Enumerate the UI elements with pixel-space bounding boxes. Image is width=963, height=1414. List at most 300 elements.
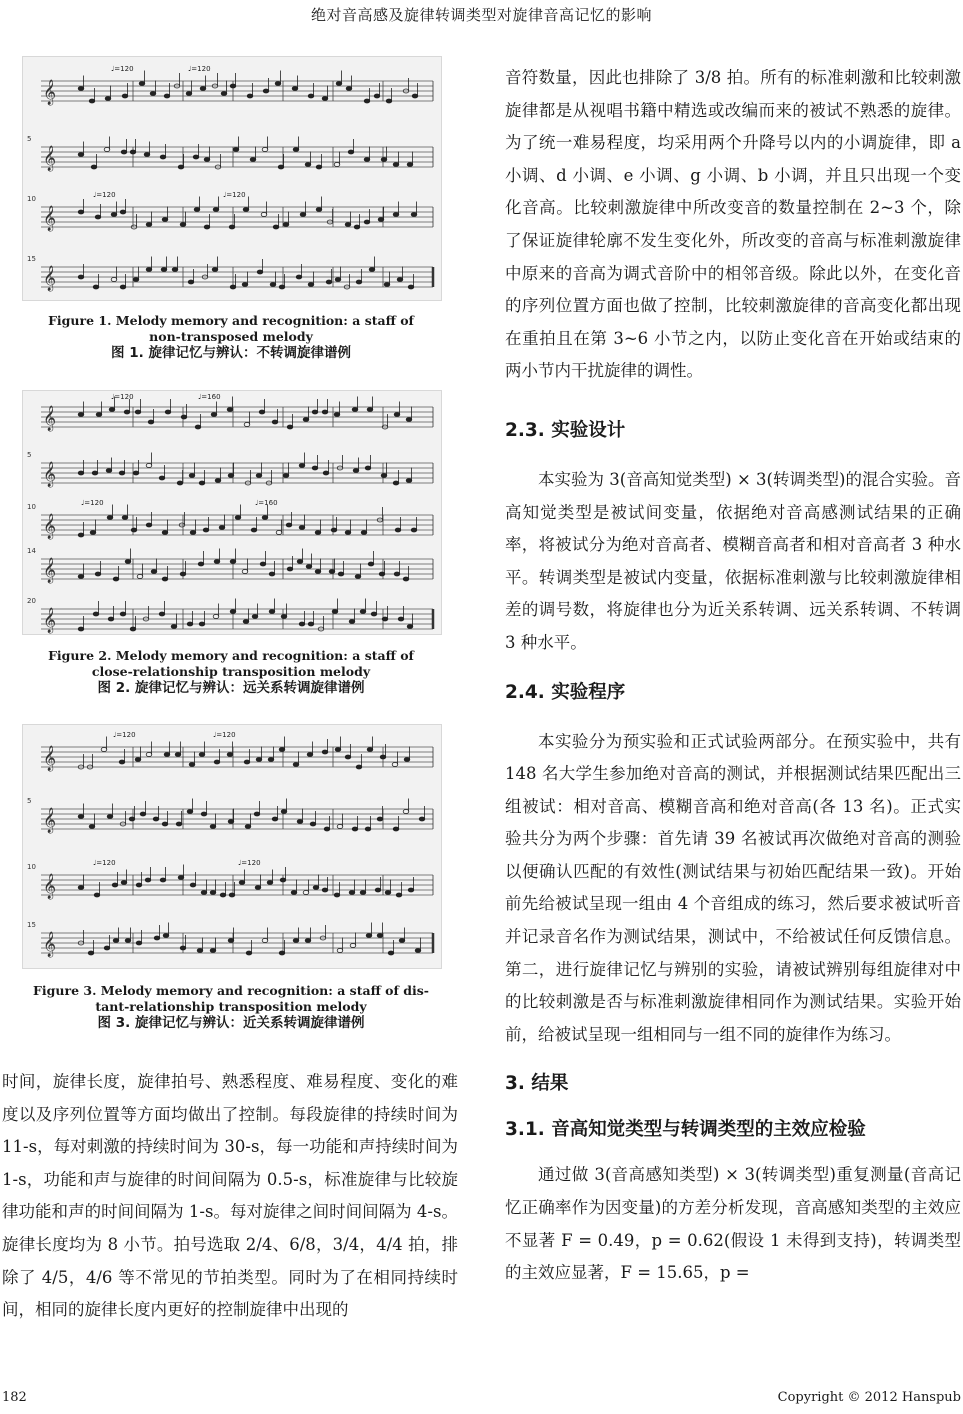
note-head <box>254 812 260 816</box>
section-heading-3: 3. 结果 <box>505 1073 569 1095</box>
note-head <box>214 560 220 564</box>
note-head <box>408 285 414 289</box>
note-head <box>361 531 367 535</box>
note-head <box>375 888 381 892</box>
note-head <box>406 418 412 422</box>
note-head <box>193 155 199 159</box>
note-head <box>124 410 130 414</box>
note-head <box>108 617 114 621</box>
note-head <box>210 949 216 953</box>
note-head <box>212 268 218 272</box>
note-head <box>262 148 268 152</box>
note-head <box>131 528 137 532</box>
note-head <box>412 94 418 98</box>
note-head <box>146 523 152 527</box>
note-head <box>305 163 311 167</box>
tempo-mark: ♩=120 <box>81 499 104 507</box>
measure-number: 10 <box>27 195 36 203</box>
note-head <box>392 763 398 767</box>
note-head <box>146 223 152 227</box>
note-head <box>279 748 285 752</box>
note-head <box>366 934 372 938</box>
note-head <box>280 878 286 882</box>
note-head <box>256 474 262 478</box>
note-head <box>88 951 94 955</box>
note-head <box>235 516 241 520</box>
note-head <box>273 225 279 229</box>
note-head <box>272 817 278 821</box>
note-head <box>316 165 322 169</box>
note-head <box>407 163 413 167</box>
note-head <box>106 469 112 473</box>
note-head <box>396 893 402 897</box>
note-head <box>368 562 374 566</box>
treble-clef-icon: 𝄞 <box>43 558 57 583</box>
note-head <box>281 615 287 619</box>
measure-number: 14 <box>27 547 36 555</box>
section-heading-3-1: 3.1. 音高知觉类型与转调类型的主效应检验 <box>505 1119 866 1141</box>
note-head <box>312 466 318 470</box>
copyright: Copyright © 2012 Hanspub <box>777 1390 961 1405</box>
note-head <box>211 413 217 417</box>
note-head <box>210 825 216 829</box>
section-heading-2-3: 2.3. 实验设计 <box>505 419 626 441</box>
note-head <box>312 410 318 414</box>
note-head <box>78 471 84 475</box>
note-head <box>136 941 142 945</box>
note-head <box>352 408 358 412</box>
note-head <box>145 878 151 882</box>
note-head <box>164 94 170 98</box>
note-head <box>180 946 186 950</box>
note-head <box>111 278 117 282</box>
note-head <box>349 891 355 895</box>
note-head <box>120 612 126 616</box>
note-head <box>313 886 319 890</box>
note-head <box>315 531 321 535</box>
note-head <box>377 817 383 821</box>
note-head <box>201 812 207 816</box>
tempo-mark: ♩=160 <box>198 393 221 401</box>
note-head <box>113 939 119 943</box>
note-head <box>221 92 227 96</box>
note-head <box>163 934 169 938</box>
note-head <box>353 469 359 473</box>
note-head <box>198 562 204 566</box>
note-head <box>393 163 399 167</box>
figure-3-score <box>22 724 442 969</box>
note-head <box>228 939 234 943</box>
note-head <box>227 408 233 412</box>
note-head <box>119 471 125 475</box>
note-head <box>242 570 248 574</box>
note-head <box>227 753 233 757</box>
note-head <box>262 516 268 520</box>
note-head <box>246 951 252 955</box>
figure-2-caption-en-line1: Figure 2. Melody memory and recognition: a staff of <box>48 648 414 663</box>
note-head <box>90 531 96 535</box>
note-head <box>165 410 171 414</box>
note-head <box>381 158 387 162</box>
note-head <box>293 763 299 767</box>
measure-number: 10 <box>27 863 36 871</box>
note-head <box>393 213 399 217</box>
note-head <box>146 464 152 468</box>
right-paragraph-2: 本实验为 3(音高知觉类型) × 3(转调类型)的混合实验。音高知觉类型是被试间变量，依据绝对音高感测试结果的正确率，将被试分为绝对音高者、模糊音高者和相对音高者 3 种水平。转调类型是被试内变量，依据标准刺激与比较刺激旋律相差的调号数，将旋律也分为近关系转调、远关系转调、不转调 3 种水平。 <box>505 469 961 652</box>
note-head <box>385 891 391 895</box>
note-head <box>355 575 361 579</box>
note-head <box>360 891 366 895</box>
note-head <box>144 153 150 157</box>
note-head <box>354 225 360 229</box>
treble-clef-icon: 𝄞 <box>43 746 57 771</box>
note-head <box>297 820 303 824</box>
tempo-mark: ♩=120 <box>213 731 236 739</box>
note-head <box>242 283 248 287</box>
note-head <box>78 533 84 537</box>
note-head <box>180 223 186 227</box>
note-head <box>394 572 400 576</box>
note-head <box>162 577 168 581</box>
note-head <box>334 893 340 897</box>
note-head <box>181 415 187 419</box>
section-heading-2-4: 2.4. 实验程序 <box>505 681 626 703</box>
note-head <box>338 572 344 576</box>
note-head <box>269 610 275 614</box>
right-paragraph-1: 音符数量，因此也排除了 3/8 拍。所有的标准刺激和比较刺激旋律都是从视唱书籍中精选或改编而来的被试不熟悉的旋律。为了统一难易程度，均采用两个升降号以内的小调旋律，即 a 小调、d 小调、e 小调、g 小调、b 小调，并且只出现一个变化音高。比较刺激旋律中所改变音的数量控制在 2~3 个，除了保证旋律轮廓不发生变化外，所改变的音高与标准刺激旋律中原来的音高为调式音阶中的相邻音级。除此以外，在变化音的序列位置方面也做了控制，比较刺激旋律的音高变化都出现在重拍且在第 3~6 小节之内，以防止变化音在开始或结束的两小节内干扰旋律的调性。 <box>505 68 961 381</box>
note-head <box>204 158 210 162</box>
note-head <box>78 886 84 890</box>
note-head <box>411 213 417 217</box>
note-head <box>299 526 305 530</box>
note-head <box>121 881 127 885</box>
note-head <box>121 150 127 154</box>
note-head <box>78 275 84 279</box>
note-head <box>259 410 265 414</box>
note-head <box>346 87 352 91</box>
figure-1-caption <box>22 313 440 361</box>
note-head <box>296 275 302 279</box>
note-head <box>195 425 201 429</box>
note-head <box>252 615 258 619</box>
note-head <box>171 625 177 629</box>
note-head <box>388 951 394 955</box>
note-head <box>287 567 293 571</box>
note-head <box>406 479 412 483</box>
note-head <box>322 97 328 101</box>
figure-2-caption-en-line2: close-relationship transposition melody <box>91 664 371 679</box>
note-head <box>122 516 128 520</box>
note-head <box>268 758 274 762</box>
note-head <box>386 99 392 103</box>
tempo-mark: ♩=120 <box>93 191 116 199</box>
note-head <box>335 748 341 752</box>
note-head <box>260 562 266 566</box>
note-head <box>394 413 400 417</box>
note-head <box>200 87 206 91</box>
note-head <box>322 888 328 892</box>
note-head <box>369 268 375 272</box>
note-head <box>215 479 221 483</box>
treble-clef-icon: 𝄞 <box>43 808 57 833</box>
note-head <box>175 753 181 757</box>
figure-3-caption-zh: 图 3. 旋律记忆与辨认：近关系转调旋律谱例 <box>97 1015 365 1031</box>
note-head <box>177 481 183 485</box>
note-head <box>96 413 102 417</box>
note-head <box>228 820 234 824</box>
note-head <box>251 528 257 532</box>
note-head <box>305 939 311 943</box>
note-head <box>262 939 268 943</box>
note-head <box>283 474 289 478</box>
note-head <box>135 758 141 762</box>
figure-3-caption <box>22 983 440 1031</box>
note-head <box>161 268 167 272</box>
note-head <box>190 531 196 535</box>
measure-number: 20 <box>27 597 36 605</box>
note-head <box>348 150 354 154</box>
treble-clef-icon: 𝄞 <box>43 462 57 487</box>
note-head <box>104 946 110 950</box>
treble-clef-icon: 𝄞 <box>43 932 57 957</box>
treble-clef-icon: 𝄞 <box>43 80 57 105</box>
note-head <box>214 760 220 764</box>
note-head <box>178 165 184 169</box>
note-head <box>374 94 380 98</box>
note-head <box>78 87 84 91</box>
tempo-mark: ♩=120 <box>188 65 211 73</box>
left-column <box>2 1066 458 1327</box>
note-head <box>199 622 205 626</box>
note-head <box>189 763 195 767</box>
figure-1-caption-zh: 图 1. 旋律记忆与辨认：不转调旋律谱例 <box>111 345 351 361</box>
note-head <box>303 418 309 422</box>
note-head <box>287 425 293 429</box>
note-head <box>263 89 269 93</box>
figure-2-score <box>22 390 442 635</box>
note-head <box>228 474 234 478</box>
note-head <box>133 278 139 282</box>
note-head <box>187 622 193 626</box>
note-head <box>109 408 115 412</box>
note-head <box>297 560 303 564</box>
note-head <box>335 278 341 282</box>
note-head <box>336 82 342 86</box>
treble-clef-icon: 𝄞 <box>43 608 57 633</box>
tempo-mark: ♩=120 <box>223 191 246 199</box>
note-head <box>324 827 330 831</box>
note-head <box>146 268 152 272</box>
note-head <box>308 283 314 287</box>
note-head <box>270 283 276 287</box>
note-head <box>367 408 373 412</box>
note-head <box>199 481 205 485</box>
note-head <box>403 577 409 581</box>
note-head <box>146 753 152 757</box>
treble-clef-icon: 𝄞 <box>43 406 57 431</box>
note-head <box>91 165 97 169</box>
treble-clef-icon: 𝄞 <box>43 266 57 291</box>
note-head <box>160 155 166 159</box>
note-head <box>78 575 84 579</box>
note-head <box>89 825 95 829</box>
note-head <box>403 810 409 814</box>
note-head <box>408 888 414 892</box>
note-head <box>194 208 200 212</box>
note-head <box>310 822 316 826</box>
note-head <box>89 99 95 103</box>
note-head <box>136 883 142 887</box>
note-head <box>78 413 84 417</box>
note-head <box>243 208 249 212</box>
note-head <box>299 622 305 626</box>
note-head <box>95 215 101 219</box>
treble-clef-icon: 𝄞 <box>43 514 57 539</box>
note-head <box>135 410 141 414</box>
figure-3-caption-en-line1: Figure 3. Melody memory and recognition: a staff of dis- <box>33 983 429 998</box>
note-head <box>393 481 399 485</box>
note-head <box>256 758 262 762</box>
note-head <box>404 758 410 762</box>
note-head <box>111 213 117 217</box>
note-head <box>213 208 219 212</box>
note-head <box>281 810 287 814</box>
note-head <box>176 822 182 826</box>
right-column <box>505 62 961 1290</box>
note-head <box>349 620 355 624</box>
music-score-figure-1 <box>23 57 441 300</box>
note-head <box>154 936 160 940</box>
note-head <box>148 420 154 424</box>
note-head <box>133 471 139 475</box>
note-head <box>95 572 101 576</box>
note-head <box>415 949 421 953</box>
right-paragraph-4: 通过做 3(音高感知类型) × 3(转调类型)重复测量(音高记忆正确率作为因变量)的方差分析发现，音高感知类型的主效应不显著 F = 0.49，p = 0.62(假设 1 未得到支持)，转调类型的主效应显著，F = 15.65，p = <box>505 1165 961 1283</box>
note-head <box>378 218 384 222</box>
note-head <box>210 891 216 895</box>
tempo-mark: ♩=120 <box>238 859 261 867</box>
note-head <box>219 526 225 530</box>
note-head <box>229 893 235 897</box>
note-head <box>411 528 417 532</box>
note-head <box>119 760 125 764</box>
note-head <box>188 280 194 284</box>
note-head <box>130 150 136 154</box>
note-head <box>122 94 128 98</box>
note-head <box>125 560 131 564</box>
note-head <box>367 748 373 752</box>
note-head <box>239 881 245 885</box>
note-head <box>276 531 282 535</box>
note-head <box>229 225 235 229</box>
note-head <box>316 208 322 212</box>
note-head <box>398 617 404 621</box>
note-head <box>172 268 178 272</box>
tempo-mark: ♩=120 <box>93 859 116 867</box>
note-head <box>151 570 157 574</box>
note-head <box>345 531 351 535</box>
note-head <box>382 617 388 621</box>
note-head <box>112 883 118 887</box>
note-head <box>125 939 131 943</box>
note-head <box>306 565 312 569</box>
note-head <box>329 570 335 574</box>
note-head <box>247 94 253 98</box>
measure-number: 5 <box>27 797 32 805</box>
note-head <box>164 753 170 757</box>
note-head <box>139 82 145 86</box>
note-head <box>275 82 281 86</box>
note-head <box>230 560 236 564</box>
note-head <box>308 94 314 98</box>
note-head <box>352 827 358 831</box>
note-head <box>291 891 297 895</box>
note-head <box>356 765 362 769</box>
note-head <box>326 280 332 284</box>
note-head <box>397 278 403 282</box>
note-head <box>323 471 329 475</box>
treble-clef-icon: 𝄞 <box>43 874 57 899</box>
note-head <box>150 92 156 96</box>
figure-1-caption-en-line2: non-transposed melody <box>149 329 313 344</box>
note-head <box>203 528 209 532</box>
note-head <box>307 753 313 757</box>
note-head <box>255 886 261 890</box>
note-head <box>107 516 113 520</box>
note-head <box>93 285 99 289</box>
note-head <box>250 158 256 162</box>
note-head <box>279 285 285 289</box>
note-head <box>120 285 126 289</box>
music-score-figure-3 <box>23 725 441 968</box>
measure-number: 5 <box>27 135 32 143</box>
figure-1-caption-en-line1: Figure 1. Melody memory and recognition: a staff of <box>48 313 414 328</box>
note-head <box>104 148 110 152</box>
measure-number: 15 <box>27 921 36 929</box>
note-head <box>364 99 370 103</box>
note-head <box>292 87 298 91</box>
note-head <box>279 951 285 955</box>
note-head <box>213 615 219 619</box>
note-head <box>365 827 371 831</box>
note-head <box>153 817 159 821</box>
note-head <box>199 753 205 757</box>
note-head <box>230 84 236 88</box>
note-head <box>299 464 305 468</box>
note-head <box>93 612 99 616</box>
note-head <box>334 163 340 167</box>
note-head <box>244 423 250 427</box>
note-head <box>395 528 401 532</box>
note-head <box>162 531 168 535</box>
note-head <box>283 223 289 227</box>
note-head <box>377 934 383 938</box>
note-head <box>393 827 399 831</box>
tempo-mark: ♩=120 <box>111 65 134 73</box>
note-head <box>113 577 119 581</box>
note-head <box>303 891 309 895</box>
treble-clef-icon: 𝄞 <box>43 206 57 231</box>
figure-1-score <box>22 56 442 301</box>
note-head <box>180 572 186 576</box>
note-head <box>129 817 135 821</box>
measure-number: 5 <box>27 451 32 459</box>
tempo-mark: ♩=120 <box>113 731 136 739</box>
note-head <box>286 523 292 527</box>
right-paragraph-3: 本实验分为预实验和正式试验两部分。在预实验中，共有 148 名大学生参加绝对音高的测试，并根据测试结果匹配出三组被试：相对音高、模糊音高和绝对音高(各 13 名)。正式实验共分为两个步骤：首先请 39 名被试再次做绝对音高的测验以便确认匹配的有效性(测试结果与初始匹配结果一致)。开始前先给被试呈现一组由 4 个音组成的练习，然后要求被试听音并记录音名作为测试结果，测试中，不给被试任何反馈信息。第二，进行旋律记忆与辨别的实验，请被试辨别每组旋律对中的比较刺激是否与标准刺激旋律相同作为测试结果。实验开始前，给被试呈现一组相同与一组不同的旋律作为练习。 <box>505 731 961 1044</box>
note-head <box>78 210 84 214</box>
note-head <box>105 97 111 101</box>
